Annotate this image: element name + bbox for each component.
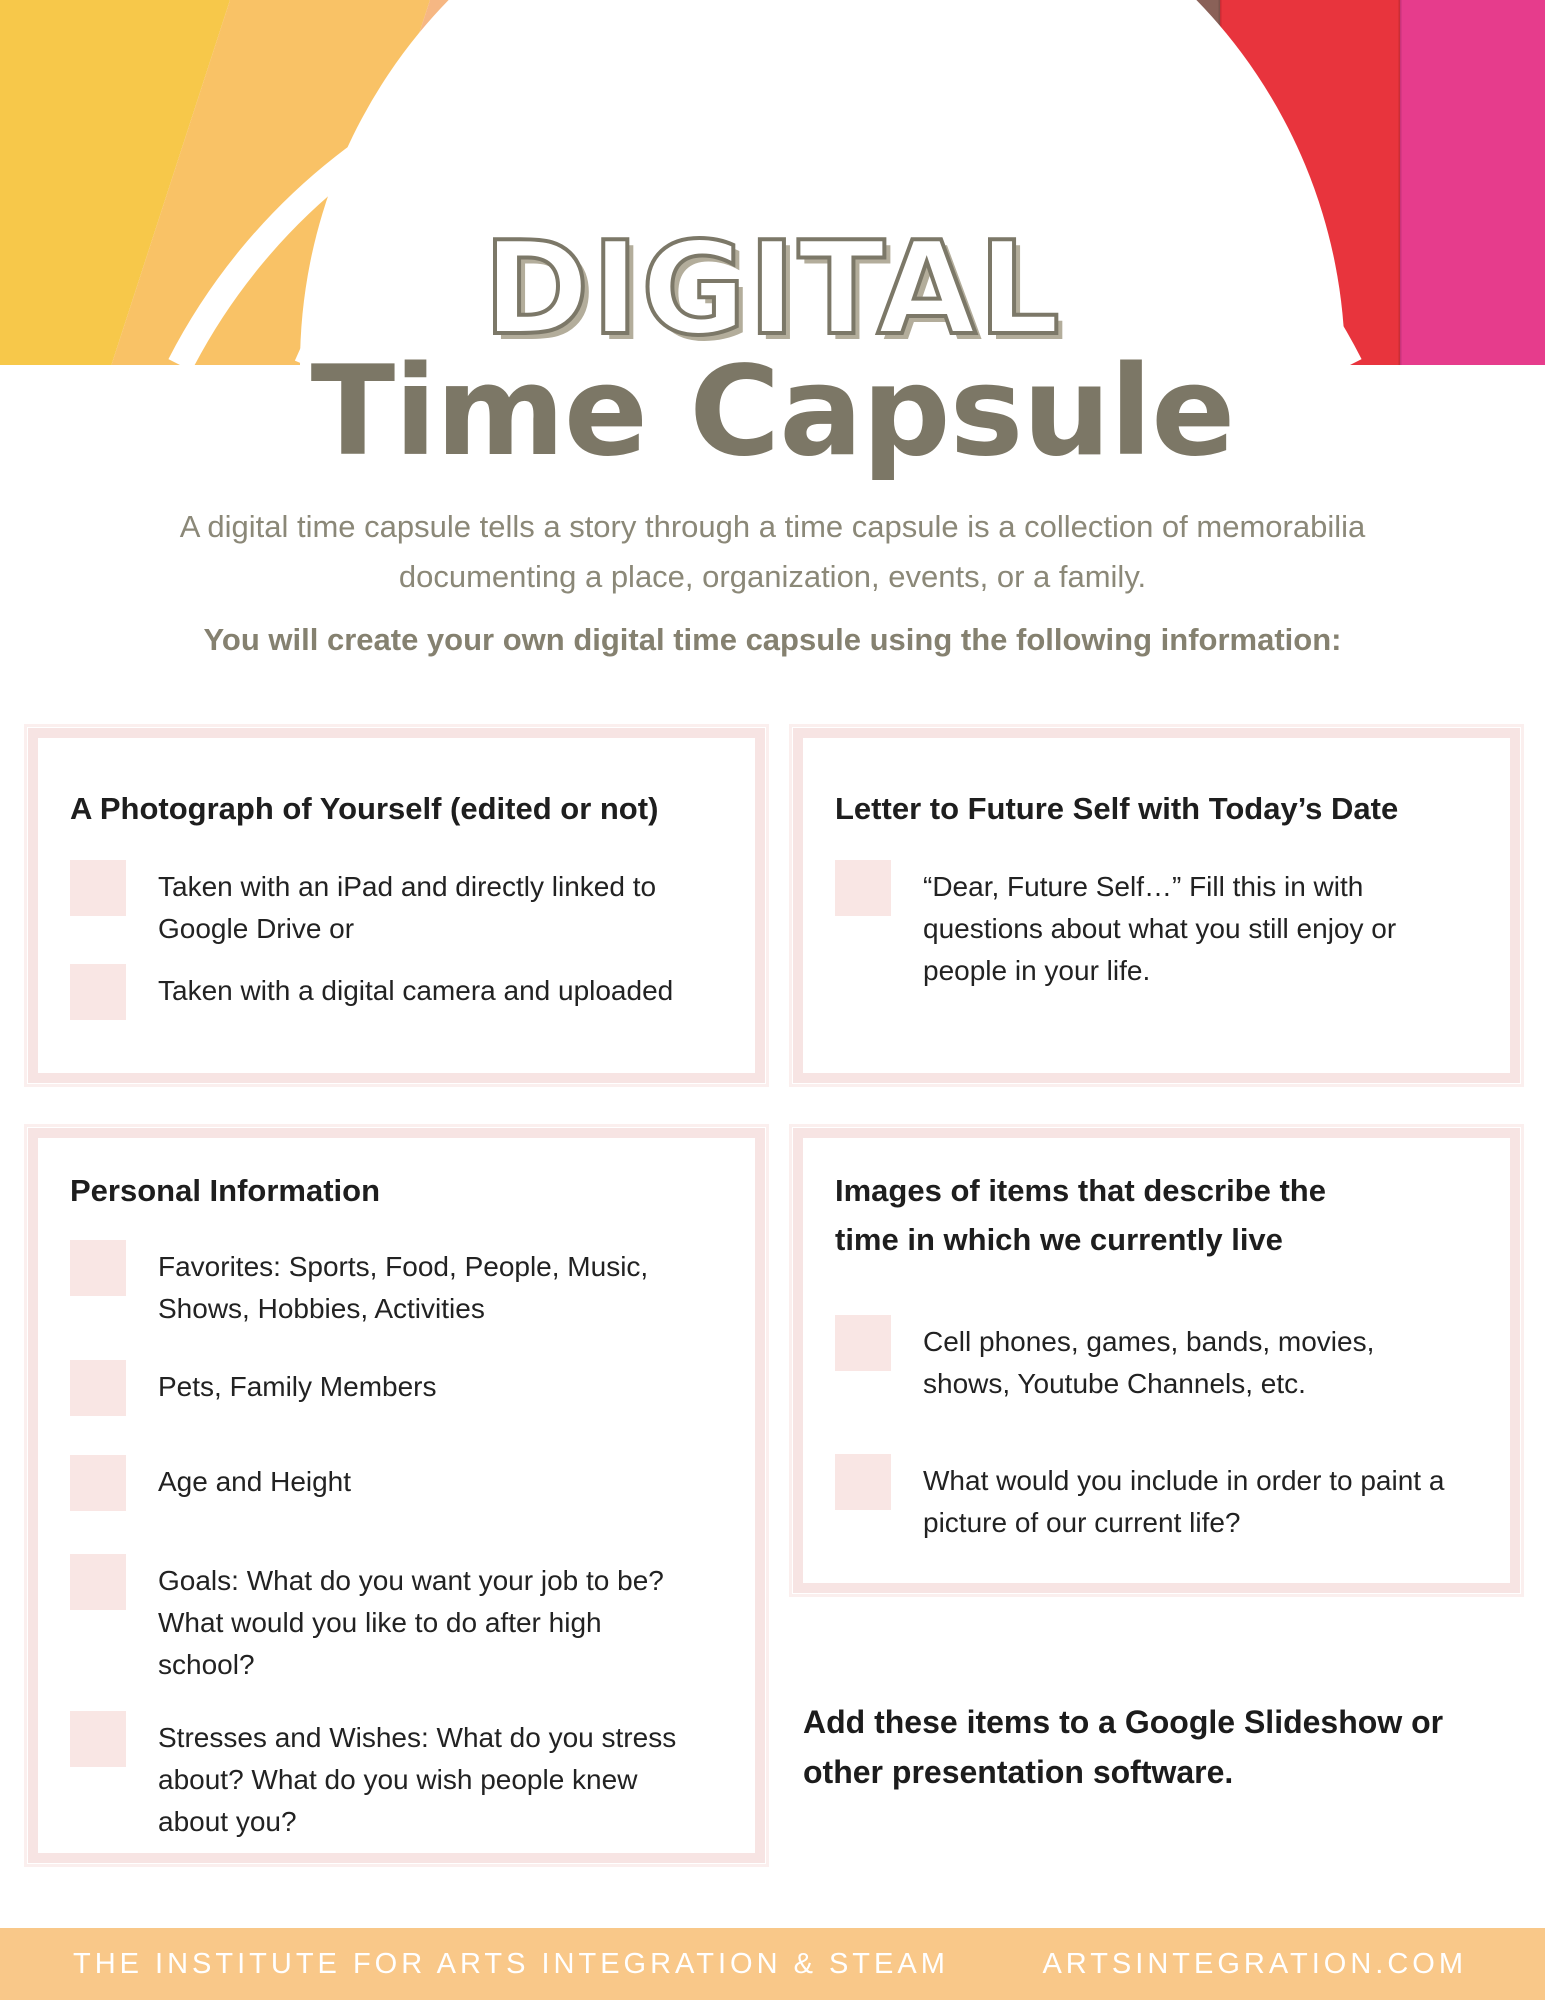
instructions-heading: You will create your own digital time capsule using the following information: [203,622,1342,657]
personal-info-card [28,1128,765,1863]
item-text: Pets, Family Members [158,1371,437,1402]
checklist-item [70,1711,750,1841]
item-text: Age and Height [158,1466,352,1497]
card-title-line: time in which we currently live [835,1222,1283,1257]
checklist-item [70,1554,750,1684]
page-title: Time Capsule [310,340,1235,484]
checkbox[interactable] [70,964,126,1020]
footer-bar [0,1928,1545,2000]
intro-line: documenting a place, organization, events, or a family. [398,559,1147,594]
footer-organization: THE INSTITUTE FOR ARTS INTEGRATION & STEAM [73,1948,949,1980]
checklist-item [70,1455,750,1515]
card-title: Personal Information [70,1173,381,1208]
checklist-item [70,860,750,950]
item-text: people in your life. [923,955,1151,986]
item-text: What would you like to do after high [158,1607,602,1638]
title-digital: DIGITAL [483,215,1062,364]
photo-card [28,728,765,1083]
item-text: Shows, Hobbies, Activities [158,1293,485,1324]
item-text: picture of our current life? [923,1507,1241,1538]
item-text: Taken with a digital camera and uploaded [158,975,674,1006]
card-title: Letter to Future Self with Today’s Date [835,791,1399,826]
closing-instruction [803,1697,1503,1797]
card-title [835,1166,1326,1264]
checkbox[interactable] [835,1315,891,1371]
footer-website-link[interactable]: ARTSINTEGRATION.COM [1042,1948,1467,1980]
checkbox[interactable] [70,1360,126,1416]
card-title-line: Images of items that describe the [835,1173,1326,1208]
letter-card [793,728,1520,1083]
item-text: Cell phones, games, bands, movies, [923,1326,1375,1357]
card-title: A Photograph of Yourself (edited or not) [70,791,659,826]
item-text: What would you include in order to paint a [923,1465,1445,1496]
item-text: Taken with an iPad and directly linked to [158,871,657,902]
checkbox[interactable] [70,1711,126,1767]
checkbox[interactable] [70,860,126,916]
checkbox[interactable] [70,1554,126,1610]
item-text: Favorites: Sports, Food, People, Music, [158,1251,649,1282]
item-text: about you? [158,1806,297,1837]
images-card [793,1128,1520,1593]
item-text: “Dear, Future Self…” Fill this in with [923,871,1364,902]
checklist-item [835,860,1505,1000]
item-text: Goals: What do you want your job to be? [158,1565,664,1596]
item-text: school? [158,1649,255,1680]
item-text: Google Drive or [158,913,355,944]
item-text: Stresses and Wishes: What do you stress [158,1722,677,1753]
closing-line: Add these items to a Google Slideshow or [803,1704,1444,1740]
checklist-item [70,964,750,1024]
intro-text [90,502,1455,602]
closing-line: other presentation software. [803,1754,1234,1790]
checklist-item [835,1454,1505,1544]
item-text: about? What do you wish people knew [158,1764,638,1795]
item-text: questions about what you still enjoy or [923,913,1397,944]
item-text: shows, Youtube Channels, etc. [923,1368,1306,1399]
checkbox[interactable] [70,1455,126,1511]
checklist-item [835,1315,1505,1405]
checklist-item [70,1360,750,1420]
checklist-item [70,1240,750,1330]
checkbox[interactable] [835,860,891,916]
intro-line: A digital time capsule tells a story through a time capsule is a collection of memorabilia [179,509,1366,544]
checkbox[interactable] [70,1240,126,1296]
checkbox[interactable] [835,1454,891,1510]
